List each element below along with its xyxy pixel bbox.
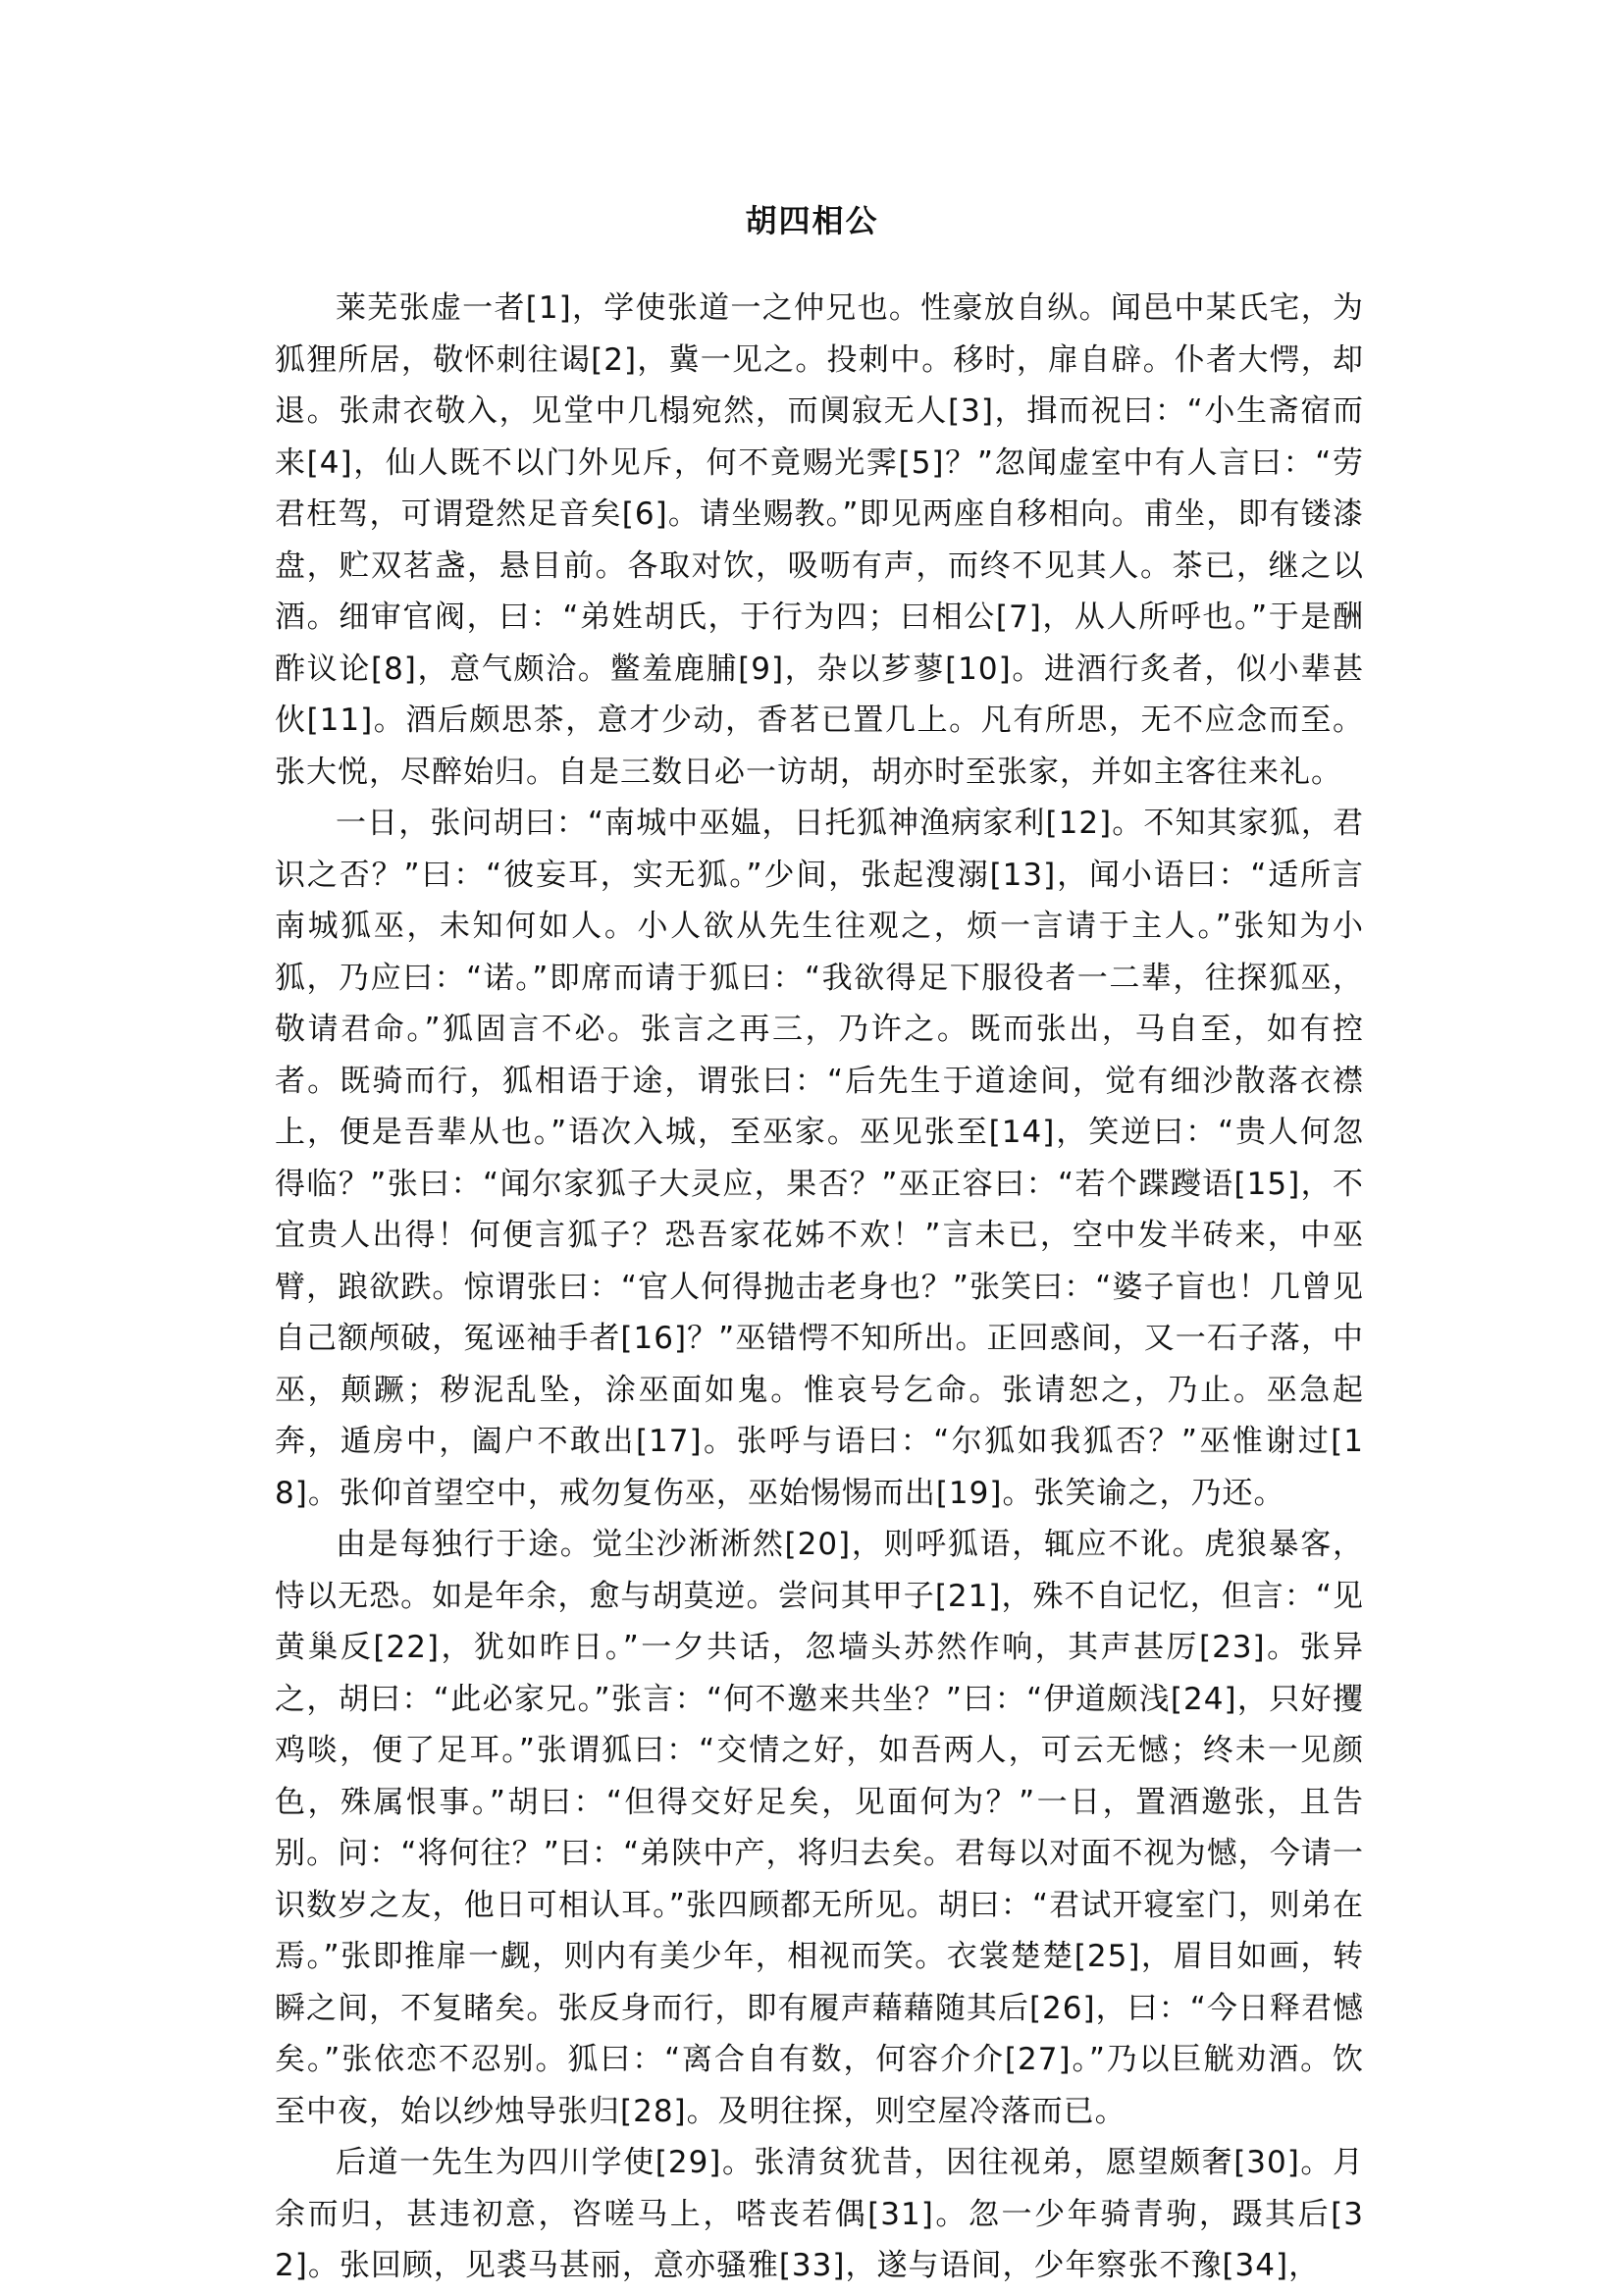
document-body (275, 283, 1364, 2292)
paragraph-1: 莱芜张虚一者[1]，学使张道一之仲兄也。性豪放自纵。闻邑中某氏宅，为狐狸所居，敬怀刺往谒[2]，冀一见之。投刺中。移时，扉自辟。仆者大愕，却退。张肃衣敬入，见堂中几榻宛然，而阒寂无人[3]，揖而祝曰：“小生斋宿而来[4]，仙人既不以门外见斥，何不竟赐光霁[5]？”忽闻虚室中有人言曰：“劳君枉驾，可谓跫然足音矣[6]。请坐赐教。”即见两座自移相向。甫坐，即有镂漆盘，贮双茗盏，悬目前。各取对饮，吸呖有声，而终不见其人。茶已，继之以酒。细审官阀，曰：“弟姓胡氏，于行为四；曰相公[7]，从人所呼也。”于是酬酢议论[8]，意气颇洽。鳖羞鹿脯[9]，杂以芗蓼[10]。进酒行炙者，似小辈甚伙[11]。酒后颇思茶，意才少动，香茗已置几上。凡有所思，无不应念而至。张大悦，尽醉始归。自是三数日必一访胡，胡亦时至张家，并如主客往来礼。 (275, 290, 1364, 790)
paragraph-3: 由是每独行于途。觉尘沙淅淅然[20]，则呼狐语，辄应不讹。虎狼暴客，恃以无恐。如是年余，愈与胡莫逆。尝问其甲子[21]，殊不自记忆，但言：“见黄巢反[22]，犹如昨日。”一夕共话，忽墙头苏然作响，其声甚厉[23]。张异之，胡曰：“此必家兄。”张言：“何不邀来共坐？”曰：“伊道颇浅[24]，只好攫鸡啖，便了足耳。”张谓狐曰：“交情之好，如吾两人，可云无憾；终未一见颜色，殊属恨事。”胡曰：“但得交好足矣，见面何为？”一日，置酒邀张，且告别。问：“将何往？”曰：“弟陕中产，将归去矣。君每以对面不视为憾，今请一识数岁之友，他日可相认耳。”张四顾都无所见。胡曰：“君试开寝室门，则弟在焉。”张即推扉一觑，则内有美少年，相视而笑。衣裳楚楚[25]，眉目如画，转瞬之间，不复睹矣。张反身而行，即有履声藉藉随其后[26]，曰：“今日释君憾矣。”张依恋不忍别。狐曰：“离合自有数，何容介介[27]。”乃以巨觥劝酒。饮至中夜，始以纱烛导张归[28]。及明往探，则空屋冷落而已。 (275, 1527, 1364, 2129)
document-title: 胡四相公 (745, 202, 879, 239)
paragraph-2: 一日，张问胡曰：“南城中巫媪，日托狐神渔病家利[12]。不知其家狐，君识之否？”曰：“彼妄耳，实无狐。”少间，张起溲溺[13]，闻小语曰：“适所言南城狐巫，未知何如人。小人欲从先生往观之，烦一言请于主人。”张知为小狐，乃应曰：“诺。”即席而请于狐曰：“我欲得足下服役者一二辈，往探狐巫，敬请君命。”狐固言不必。张言之再三，乃许之。既而张出，马自至，如有控者。既骑而行，狐相语于途，谓张曰：“后先生于道途间，觉有细沙散落衣襟上，便是吾辈从也。”语次入城，至巫家。巫见张至[14]，笑逆曰：“贵人何忽得临？”张曰：“闻尔家狐子大灵应，果否？”巫正容曰：“若个蹀躞语[15]，不宜贵人出得！何便言狐子？恐吾家花姊不欢！”言未已，空中发半砖来，中巫臂，踉欲跌。惊谓张曰：“官人何得抛击老身也？”张笑曰：“婆子盲也！几曾见自己额颅破，冤诬袖手者[16]？”巫错愕不知所出。正回惑间，又一石子落，中巫，颠蹶；秽泥乱坠，涂巫面如鬼。惟哀号乞命。张请恕之，乃止。巫急起奔，遁房中，阖户不敢出[17]。张呼与语曰：“尔狐如我狐否？”巫惟谢过[18]。张仰首望空中，戒勿复伤巫，巫始惕惕而出[19]。张笑谕之，乃还。 (275, 806, 1364, 1511)
paragraph-4: 后道一先生为四川学使[29]。张清贫犹昔，因往视弟，愿望颇奢[30]。月余而归，甚违初意，咨嗟马上，嗒丧若偶[31]。忽一少年骑青驹，蹑其后[32]。张回顾，见裘马甚丽，意亦骚雅[33]，遂与语间，少年察张不豫[34]， (275, 2145, 1364, 2283)
